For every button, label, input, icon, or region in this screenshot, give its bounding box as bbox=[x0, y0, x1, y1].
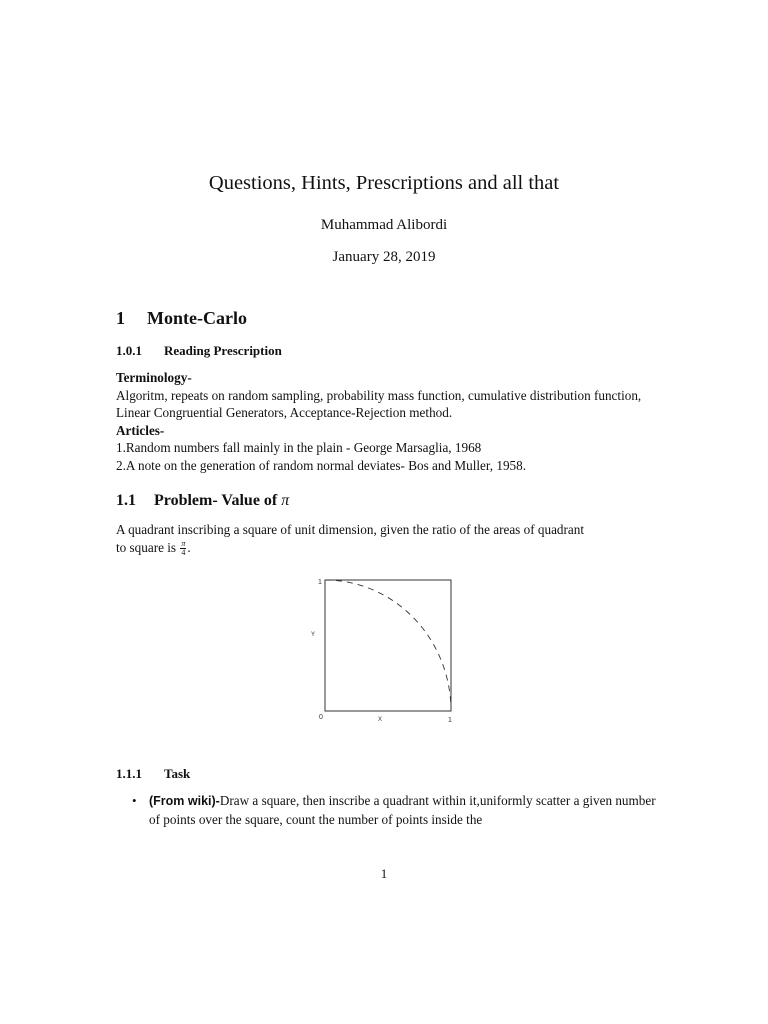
subsection-heading-problem bbox=[116, 492, 289, 510]
problem-line-2-prefix: to square is bbox=[116, 539, 180, 555]
reading-prescription-body bbox=[116, 369, 656, 474]
terminology-label: Terminology- bbox=[116, 370, 192, 385]
quadrant-arc bbox=[325, 580, 451, 711]
fraction-denominator: 4 bbox=[181, 547, 186, 557]
document-author: Muhammad Alibordi bbox=[320, 217, 448, 233]
subsubsection-heading-reading bbox=[116, 343, 282, 359]
quadrant-plot bbox=[300, 572, 470, 732]
problem-line-1: A quadrant inscribing a square of unit dimension, given the ratio of the areas of quadrant bbox=[116, 522, 585, 537]
subsection-number: 1.1 bbox=[116, 492, 136, 509]
subsubsection-title: Reading Prescription bbox=[164, 343, 282, 358]
task-number: 1.1.1 bbox=[116, 766, 142, 781]
subsubsection-number: 1.0.1 bbox=[116, 343, 142, 358]
section-heading-monte-carlo bbox=[116, 308, 247, 329]
terminology-text: Algoritm, repeats on random sampling, probability mass function, cumulative distribution function, Linear Congruential Generators, Acceptance-Rejection method. bbox=[116, 387, 642, 420]
problem-line-2-suffix: . bbox=[187, 539, 191, 555]
y-top-tick-label: 1 bbox=[318, 579, 322, 586]
subsubsection-heading-task bbox=[116, 766, 190, 782]
quadrant-figure bbox=[300, 572, 470, 732]
task-bullet-item bbox=[116, 792, 656, 829]
document-title: Questions, Hints, Prescriptions and all that bbox=[208, 172, 560, 194]
origin-tick-label: 0 bbox=[319, 714, 323, 721]
x-axis-label: X bbox=[378, 717, 383, 723]
section-number: 1 bbox=[116, 308, 125, 328]
article-item-2: 2.A note on the generation of random normal deviates- Bos and Muller, 1958. bbox=[116, 457, 527, 473]
task-bullet-text bbox=[149, 792, 656, 829]
section-title: Monte-Carlo bbox=[147, 308, 247, 328]
page-number: 1 bbox=[380, 866, 388, 881]
pi-over-four-fraction bbox=[180, 540, 186, 557]
y-axis-label: Y bbox=[311, 632, 316, 638]
articles-label: Articles- bbox=[116, 422, 165, 438]
x-right-tick-label: 1 bbox=[448, 717, 452, 724]
task-bullet-body: Draw a square, then inscribe a quadrant within it,uniformly scatter a given number of points over the square, count the number of points inside the bbox=[149, 793, 656, 827]
fraction-numerator: π bbox=[181, 538, 186, 548]
unit-square bbox=[325, 580, 451, 711]
task-bullet-bold: (From wiki)- bbox=[149, 794, 220, 808]
pi-symbol: π bbox=[281, 492, 290, 509]
problem-paragraph bbox=[116, 521, 656, 557]
problem-line-2 bbox=[116, 539, 656, 557]
bullet-icon: • bbox=[132, 793, 137, 808]
subsection-title: Problem- Value of bbox=[154, 492, 282, 509]
document-date: January 28, 2019 bbox=[332, 249, 436, 265]
task-title: Task bbox=[164, 766, 191, 781]
article-item-1: 1.Random numbers fall mainly in the plain - George Marsaglia, 1968 bbox=[116, 440, 482, 455]
